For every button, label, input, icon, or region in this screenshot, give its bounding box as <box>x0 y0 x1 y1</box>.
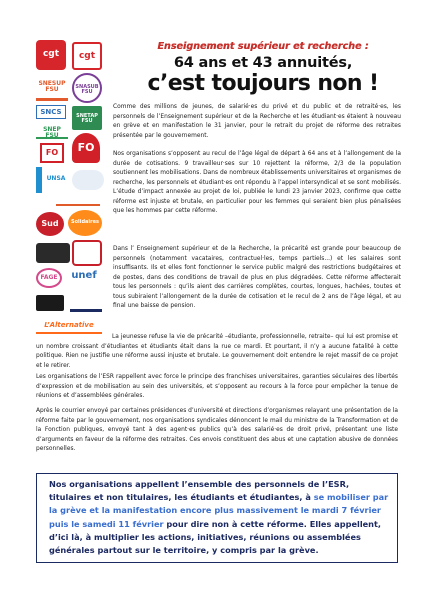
paragraph-2: Nos organisations s’opposent au recul de l’âge légal de départ à 64 ans et à l’allongement de la durée de cotisations. 9 travailleur·ses sur 10 rejettent la réforme, 2/3 de la population soutiennent les mobilisations. Dans de nombreux établissements universitaires et organismes de recherche, les personnels et étudiant·es ont répondu à l’appel intersyndical et se sont mobilisés. L’étude d’impact annexée au projet de loi, publiée le lundi 23 janvier 2023, confirme que cette réforme est injuste et brutale, en particulier pour les femmes qui seraient bien plus pénalisées que les hommes par cette réforme. <box>113 151 401 214</box>
logo-unef: unef <box>66 268 102 286</box>
logo-sud-recherche <box>36 243 70 263</box>
logo-snetap-fsu: SNETAP FSU <box>72 106 102 130</box>
union-logos-column <box>0 0 112 345</box>
logo-solidaires-etudiantes <box>72 240 102 266</box>
logo-cgt: cgt <box>36 40 66 70</box>
callout-text-1: Nos organisations appellent l’ensemble des personnels de l’ESR, titulaires et non titulaires, les étudiants et étudiantes, à <box>49 479 350 503</box>
title-line-3: c’est toujours non ! <box>147 71 379 96</box>
title-line-2: 64 ans et 43 annuités, <box>173 55 353 71</box>
logo-sud-education: Sud <box>36 212 64 236</box>
logo-alternative: L’Alternative <box>36 318 102 334</box>
paragraph-3: Dans l’ Enseignement supérieur et de la Recherche, la précarité est grande pour beaucoup de personnels (notamment vacataires, contractuel·les, temps partiels...) et les salaires sont insuffisants. Ils et elles font fonctionner le service public malgré des restrictions budgétaires et de postes, dans des conditions de travail de plus en plus dégradées. Cette réforme affecterait tous les personnels : qu’ils aient des carrières complètes, courtes, longues, hachées, toutes et tous subiraient l’allongement de la durée de cotisation et le recul de 2 ans de l’âge légal, et au final une baisse de pension. <box>113 246 401 309</box>
logo-sgen <box>56 192 100 206</box>
logo-sncs: SNCS <box>36 105 66 119</box>
logo-anem <box>70 294 102 312</box>
logo-solidaires: Solidaires <box>68 210 102 236</box>
logo-sup-recherche-unsa: UNSA <box>36 167 70 193</box>
paragraph-4: La jeunesse refuse la vie de précarité –étudiante, professionnelle, retraite– qui lui est promise et un nombre croissant d’étudiantes et étudiants était dans la rue ce mardi. Et pourtant, il n’y a aucune fatalité à cette politique. Rien ne justifie une réforme aussi injuste et brutale. Le gouvernement doit entendre le rejet massif de ce projet et le retirer. <box>36 334 398 369</box>
logo-sup-autonome <box>72 170 104 190</box>
logo-snep-fsu: SNEP FSU <box>36 123 68 139</box>
paragraph-1: Comme des millions de jeunes, de salarié·es du privé et du public et de retraité·es, les personnels de l’Enseignement supérieur et de la Recherche et les étudiant·es étaient à nouveau en grève et en manifestation le 31 janvier, pour le retrait du projet de réforme des retraites présentée par le gouvernement. <box>113 104 401 139</box>
logo-fage: FAGE <box>36 268 62 288</box>
logo-union-etudiante <box>36 295 64 311</box>
mobilization-callout <box>36 473 398 563</box>
paragraph-5: Les organisations de l’ESR rappellent avec force le principe des franchises universitaires, garanties séculaires des libertés d’expression et de mobilisation au sein des universités, et s’opposent au recours à la force pour empêcher la tenue de réunions et d’assemblées générales. <box>36 374 398 399</box>
callout-highlight: se mobiliser par la grève et la manifestation encore plus massivement le mardi 7 février puis le samedi 11 février <box>49 492 389 529</box>
callout-text-2: pour dire non à cette réforme. Elles appellent, d’ici là, à multiplier les actions, initiatives, réunions ou assemblées générales partout sur le territoire, y compris par la grève. <box>49 518 382 556</box>
paragraph-6: Après le courrier envoyé par certaines présidences d’université et directions d’organismes relayant une présentation de la réforme faite par le gouvernement, nos organisations syndicales dénoncent le mail du ministre de la Transformation et de la Fonction publiques, envoyé tant à des agent·es publics qu’à des salarié·es de droit privé, présentant une liste d’arguments en faveur de la réforme des retraites. Ces envois constituent des abus et une captation abusive de données personnelles. <box>36 408 398 452</box>
logo-fo: FO <box>72 133 100 163</box>
logo-snasub-fsu: SNASUB FSU <box>72 73 102 103</box>
logo-snesup-fsu: SNESUP FSU <box>36 75 68 101</box>
title-line-1: Enseignement supérieur et recherche : <box>157 41 369 52</box>
logo-cgt-educ-action: cgt <box>72 42 102 70</box>
logo-fo-esr: FO <box>40 143 64 163</box>
